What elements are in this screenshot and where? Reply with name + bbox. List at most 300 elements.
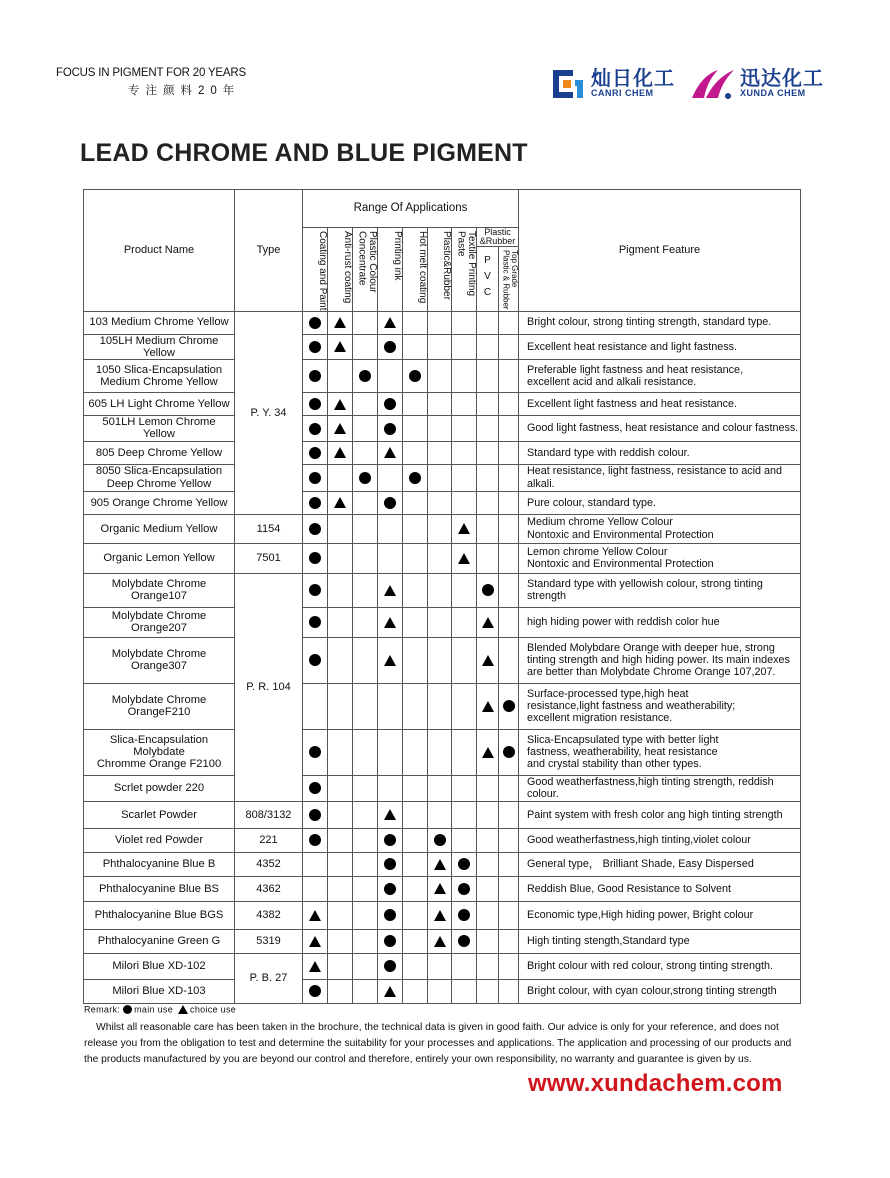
choice-use-triangle-icon [334, 497, 346, 508]
product-name: Scarlet Powder [84, 801, 235, 828]
app-mark [428, 876, 452, 901]
remark-legend [84, 1004, 236, 1015]
main-use-circle-icon [309, 447, 321, 459]
app-mark [428, 334, 452, 360]
app-mark [428, 929, 452, 953]
app-mark [403, 441, 428, 464]
pigment-feature: Bright colour with red colour, strong tinting strength. [519, 953, 801, 979]
app-mark [452, 416, 477, 442]
app-mark [328, 828, 353, 852]
app-mark [378, 637, 403, 683]
main-use-circle-icon [458, 858, 470, 870]
app-mark [499, 801, 519, 828]
app-mark [328, 311, 353, 334]
app-mark [353, 683, 378, 729]
app-mark [403, 929, 428, 953]
main-use-circle-icon [309, 472, 321, 484]
product-name: 8050 Slica-Encapsulation Deep Chrome Yellow [84, 464, 235, 491]
choice-use-triangle-icon [384, 617, 396, 628]
app-mark [353, 543, 378, 573]
app-mark [353, 828, 378, 852]
table-row [84, 416, 801, 442]
choice-use-triangle-icon [334, 399, 346, 410]
app-mark [499, 543, 519, 573]
app-mark [452, 514, 477, 543]
table-row [84, 929, 801, 953]
app-mark [303, 775, 328, 801]
pigment-feature: Good light fastness, heat resistance and colour fastness. [519, 416, 801, 442]
pigment-feature: High tinting stength,Standard type [519, 929, 801, 953]
main-use-circle-icon [384, 423, 396, 435]
app-mark [328, 491, 353, 514]
product-name: Violet red Powder [84, 828, 235, 852]
app-mark [403, 953, 428, 979]
app-mark [477, 514, 499, 543]
type-cell: 7501 [235, 543, 303, 573]
app-mark [378, 393, 403, 416]
choice-use-triangle-icon [458, 553, 470, 564]
app-mark [378, 852, 403, 876]
pigment-feature: Bright colour, with cyan colour,strong tinting strength [519, 979, 801, 1003]
app-mark [403, 979, 428, 1003]
app-mark [452, 828, 477, 852]
app-mark [477, 953, 499, 979]
app-mark [499, 334, 519, 360]
choice-use-triangle-icon [309, 910, 321, 921]
app-mark [353, 334, 378, 360]
table-row [84, 953, 801, 979]
app-mark [303, 573, 328, 607]
app-mark [328, 543, 353, 573]
app-mark [403, 607, 428, 637]
app-mark [477, 876, 499, 901]
app-mark [328, 416, 353, 442]
app-mark [499, 775, 519, 801]
app-mark [403, 801, 428, 828]
main-use-circle-icon [309, 809, 321, 821]
app-mark [403, 360, 428, 393]
app-mark [403, 311, 428, 334]
choice-use-triangle-icon [434, 859, 446, 870]
app-mark [303, 953, 328, 979]
type-cell: 1154 [235, 514, 303, 543]
app-mark [328, 901, 353, 929]
app-mark [452, 852, 477, 876]
app-mark [452, 543, 477, 573]
header-app-pvc [477, 247, 499, 311]
app-mark [328, 683, 353, 729]
app-mark [477, 852, 499, 876]
product-name: 1050 Slica-Encapsulation Medium Chrome Yellow [84, 360, 235, 393]
app-mark [303, 514, 328, 543]
app-mark [403, 775, 428, 801]
app-mark [303, 852, 328, 876]
app-mark [328, 801, 353, 828]
app-mark [452, 607, 477, 637]
table-row [84, 441, 801, 464]
app-mark [353, 311, 378, 334]
table-row [84, 852, 801, 876]
app-mark [378, 573, 403, 607]
main-use-circle-icon [384, 909, 396, 921]
app-mark [378, 901, 403, 929]
choice-use-triangle-icon [434, 883, 446, 894]
header-range-of-applications: Range Of Applications [303, 190, 519, 228]
app-mark [378, 416, 403, 442]
pigment-feature: Lemon chrome Yellow Colour Nontoxic and Environmental Protection [519, 543, 801, 573]
app-mark [353, 464, 378, 491]
app-mark [499, 441, 519, 464]
app-mark [403, 901, 428, 929]
main-use-circle-icon [309, 985, 321, 997]
app-mark [499, 876, 519, 901]
app-mark [428, 491, 452, 514]
app-mark [403, 683, 428, 729]
type-cell: P. Y. 34 [235, 311, 303, 514]
app-mark [452, 683, 477, 729]
choice-use-triangle-icon [482, 655, 494, 666]
app-mark [477, 393, 499, 416]
product-name: Molybdate Chrome Orange307 [84, 637, 235, 683]
app-mark [403, 573, 428, 607]
type-cell: 4352 [235, 852, 303, 876]
canri-chem-logo [547, 64, 675, 104]
app-mark [452, 801, 477, 828]
app-mark [452, 876, 477, 901]
app-mark [403, 876, 428, 901]
app-mark [428, 441, 452, 464]
table-row [84, 491, 801, 514]
xunda-logo-chinese: 迅达化工 [740, 68, 824, 90]
app-mark [499, 929, 519, 953]
remark-label: Remark: [84, 1004, 121, 1015]
choice-use-triangle-icon [384, 809, 396, 820]
app-mark [353, 491, 378, 514]
app-mark [353, 393, 378, 416]
choice-use-triangle-icon [434, 936, 446, 947]
app-mark [452, 953, 477, 979]
app-mark [378, 360, 403, 393]
main-use-circle-icon [384, 883, 396, 895]
xunda-chem-logo [688, 64, 824, 104]
app-mark [428, 775, 452, 801]
table-row [84, 514, 801, 543]
product-name: Phthalocyanine Blue B [84, 852, 235, 876]
main-use-circle-icon [384, 834, 396, 846]
header-app-plastic-rubber: Plastic&Rubber [428, 228, 452, 312]
table-body [84, 311, 801, 1003]
product-name: Molybdate Chrome Orange107 [84, 573, 235, 607]
app-mark [328, 360, 353, 393]
app-mark [328, 979, 353, 1003]
app-mark [428, 393, 452, 416]
app-mark [353, 929, 378, 953]
table-row [84, 393, 801, 416]
app-mark [378, 729, 403, 775]
app-mark [428, 828, 452, 852]
app-mark [428, 683, 452, 729]
pigment-feature: Heat resistance, light fastness, resistance to acid and alkali. [519, 464, 801, 491]
type-cell: 4382 [235, 901, 303, 929]
app-mark [303, 393, 328, 416]
app-mark [328, 514, 353, 543]
choice-use-triangle-icon [334, 341, 346, 352]
app-mark [328, 637, 353, 683]
main-use-circle-icon [409, 370, 421, 382]
app-mark [303, 876, 328, 901]
app-mark [378, 683, 403, 729]
main-use-circle-icon [482, 584, 494, 596]
app-mark [378, 543, 403, 573]
app-mark [428, 607, 452, 637]
header-type: Type [235, 190, 303, 312]
app-mark [303, 683, 328, 729]
app-mark [499, 828, 519, 852]
app-mark [452, 311, 477, 334]
app-mark [428, 543, 452, 573]
product-name: Phthalocyanine Green G [84, 929, 235, 953]
main-use-circle-icon [384, 497, 396, 509]
app-mark [499, 637, 519, 683]
app-mark [428, 979, 452, 1003]
main-use-circle-icon [458, 883, 470, 895]
pigment-feature: Preferable light fastness and heat resistance, excellent acid and alkali resistance. [519, 360, 801, 393]
app-mark [353, 801, 378, 828]
main-use-circle-icon [309, 423, 321, 435]
app-mark [303, 311, 328, 334]
app-mark [378, 464, 403, 491]
header-app-top-grade: Top Grade Plastic & Rubber [499, 247, 519, 311]
remark-choice-use: choice use [190, 1004, 237, 1015]
app-mark [499, 311, 519, 334]
app-mark [499, 393, 519, 416]
remark-main-use: main use [134, 1004, 174, 1015]
app-mark [303, 334, 328, 360]
app-mark [477, 901, 499, 929]
header-pigment-feature: Pigment Feature [519, 190, 801, 312]
app-mark [428, 416, 452, 442]
main-use-circle-icon [503, 746, 515, 758]
tagline: FOCUS IN PIGMENT FOR 20 YEARS [56, 67, 246, 79]
app-mark [499, 953, 519, 979]
app-mark [353, 953, 378, 979]
app-mark [452, 901, 477, 929]
app-mark [428, 360, 452, 393]
app-mark [428, 953, 452, 979]
table-row [84, 637, 801, 683]
app-mark [477, 334, 499, 360]
header-product-name: Product Name [84, 190, 235, 312]
app-mark [477, 929, 499, 953]
header-plastic-rubber-group: Plastic &Rubber [477, 228, 519, 247]
choice-use-triangle-icon [384, 585, 396, 596]
pigment-feature: Economic type,High hiding power, Bright colour [519, 901, 801, 929]
app-mark [499, 607, 519, 637]
choice-use-triangle-icon [482, 747, 494, 758]
type-cell: 4362 [235, 876, 303, 901]
table-row [84, 801, 801, 828]
app-mark [303, 929, 328, 953]
header-app-printing-ink: Printing ink [378, 228, 403, 312]
app-mark [303, 901, 328, 929]
app-mark [328, 573, 353, 607]
choice-use-triangle-icon [482, 701, 494, 712]
page-title: LEAD CHROME AND BLUE PIGMENT [80, 139, 528, 167]
app-mark [428, 729, 452, 775]
main-use-circle-icon [409, 472, 421, 484]
app-mark [452, 929, 477, 953]
app-mark [477, 573, 499, 607]
header-app-textile: Textile Printing Paste [452, 228, 477, 312]
app-mark [328, 953, 353, 979]
table-row [84, 901, 801, 929]
app-mark [477, 543, 499, 573]
app-mark [303, 637, 328, 683]
product-name: Molybdate Chrome OrangeF210 [84, 683, 235, 729]
pigment-feature: Good weatherfastness,high tinting strength, reddish colour. [519, 775, 801, 801]
tagline-chinese: 专注颜料20年 [128, 85, 241, 97]
pigment-feature: Standard type with reddish colour. [519, 441, 801, 464]
type-cell: 808/3132 [235, 801, 303, 828]
app-mark [353, 637, 378, 683]
app-mark [499, 514, 519, 543]
app-mark [328, 441, 353, 464]
table-row [84, 311, 801, 334]
type-cell: 5319 [235, 929, 303, 953]
product-name: Milori Blue XD-102 [84, 953, 235, 979]
main-use-circle-icon [309, 782, 321, 794]
app-mark [452, 729, 477, 775]
app-mark [452, 334, 477, 360]
table-row [84, 464, 801, 491]
app-mark [303, 979, 328, 1003]
main-use-circle-icon [384, 935, 396, 947]
app-mark [428, 573, 452, 607]
app-mark [328, 607, 353, 637]
app-mark [403, 852, 428, 876]
product-name: Organic Lemon Yellow [84, 543, 235, 573]
app-mark [403, 514, 428, 543]
product-name: Phthalocyanine Blue BGS [84, 901, 235, 929]
app-mark [477, 416, 499, 442]
table-row [84, 979, 801, 1003]
header-app-anti-rust: Anti-rust coating [328, 228, 353, 312]
product-name: 805 Deep Chrome Yellow [84, 441, 235, 464]
app-mark [378, 607, 403, 637]
app-mark [328, 729, 353, 775]
header-app-coating: Coating and Paint [303, 228, 328, 312]
table-row [84, 607, 801, 637]
choice-use-triangle-icon [309, 936, 321, 947]
app-mark [303, 543, 328, 573]
choice-use-triangle-icon [458, 523, 470, 534]
app-mark [428, 801, 452, 828]
main-use-circle-icon [359, 472, 371, 484]
app-mark [353, 876, 378, 901]
app-mark [403, 828, 428, 852]
app-mark [378, 929, 403, 953]
pigment-feature: Pure colour, standard type. [519, 491, 801, 514]
app-mark [477, 828, 499, 852]
pigment-feature: Good weatherfastness,high tinting,violet colour [519, 828, 801, 852]
pigment-feature: Reddish Blue, Good Resistance to Solvent [519, 876, 801, 901]
main-use-circle-icon [309, 370, 321, 382]
app-mark [477, 801, 499, 828]
app-mark [428, 637, 452, 683]
app-mark [499, 901, 519, 929]
app-mark [499, 416, 519, 442]
app-mark [499, 729, 519, 775]
main-use-circle-icon [384, 398, 396, 410]
main-use-circle-icon [309, 584, 321, 596]
main-use-circle-icon [384, 341, 396, 353]
main-use-circle-icon [359, 370, 371, 382]
canri-logo-icon [547, 64, 587, 104]
product-name: Scrlet powder 220 [84, 775, 235, 801]
choice-use-triangle-icon [384, 447, 396, 458]
app-mark [428, 852, 452, 876]
app-mark [477, 637, 499, 683]
table-row [84, 876, 801, 901]
app-mark [403, 637, 428, 683]
pigment-feature: Slica-Encapsulated type with better light fastness, weatherability, heat resistance and crystal stability than other types. [519, 729, 801, 775]
app-mark [328, 929, 353, 953]
app-mark [477, 607, 499, 637]
app-mark [403, 543, 428, 573]
disclaimer-text: Whilst all reasonable care has been taken in the brochure, the technical data is given in good faith. Our advice is only for your reference, and does not release you from the obligation to test and determine the suitability for your processes and applications. The application and processing of our products and the products manufactured by you are beyond our control and therefore, entirely your own responsibility, no warranty and guarantee is given by us. [84, 1022, 792, 1065]
main-use-circle-icon [309, 523, 321, 535]
pigment-feature: high hiding power with reddish color hue [519, 607, 801, 637]
app-mark [353, 416, 378, 442]
app-mark [403, 393, 428, 416]
app-mark [499, 683, 519, 729]
main-use-circle-icon [309, 834, 321, 846]
pigment-feature: Bright colour, strong tinting strength, standard type. [519, 311, 801, 334]
app-mark [328, 852, 353, 876]
pigment-feature: Standard type with yellowish colour, strong tinting strength [519, 573, 801, 607]
product-name: 605 LH Light Chrome Yellow [84, 393, 235, 416]
app-mark [477, 683, 499, 729]
app-mark [378, 953, 403, 979]
table-row [84, 828, 801, 852]
main-use-circle-icon [384, 858, 396, 870]
product-name: Molybdate Chrome Orange207 [84, 607, 235, 637]
main-use-circle-icon [309, 341, 321, 353]
app-mark [303, 801, 328, 828]
app-mark [303, 441, 328, 464]
app-mark [353, 901, 378, 929]
app-mark [452, 393, 477, 416]
app-mark [353, 775, 378, 801]
app-mark [353, 979, 378, 1003]
main-use-circle-icon [503, 700, 515, 712]
app-mark [353, 852, 378, 876]
pigment-feature: Paint system with fresh color ang high tinting strength [519, 801, 801, 828]
main-use-circle-icon [309, 552, 321, 564]
app-mark [378, 801, 403, 828]
app-mark [477, 311, 499, 334]
pigment-feature: Medium chrome Yellow Colour Nontoxic and Environmental Protection [519, 514, 801, 543]
app-mark [428, 514, 452, 543]
app-mark [328, 876, 353, 901]
app-mark [499, 573, 519, 607]
product-name: 501LH Lemon Chrome Yellow [84, 416, 235, 442]
app-mark [452, 979, 477, 1003]
app-mark [477, 441, 499, 464]
app-mark [378, 828, 403, 852]
product-name: Phthalocyanine Blue BS [84, 876, 235, 901]
main-use-circle-icon [458, 935, 470, 947]
